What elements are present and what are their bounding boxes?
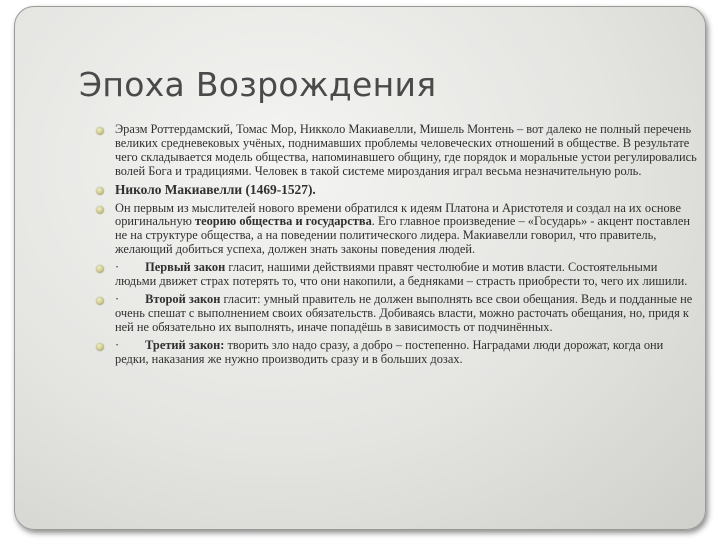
list-item xyxy=(93,339,697,367)
bullet-icon xyxy=(96,265,104,273)
item-bold-text: теорию общества и государства xyxy=(195,214,372,229)
item-mark: · xyxy=(115,291,120,306)
bullet-icon xyxy=(96,343,104,351)
slide-title: Эпоха Возрождения xyxy=(79,65,437,104)
bullet-icon xyxy=(96,297,104,305)
list-item xyxy=(93,123,697,179)
bullet-list xyxy=(93,123,697,371)
item-text: гласит, нашими действиями правят честолюбие и мотив власти. Состоятельными людьми движет страх потерять то, что они накопили, а бедняками – страсть приобрести то, чего их лишили. xyxy=(115,260,688,289)
item-heading: Николо Макиавелли (1469-1527). xyxy=(115,181,316,197)
list-item xyxy=(93,261,697,289)
bullet-icon xyxy=(96,206,104,214)
list-item xyxy=(93,183,697,198)
list-item xyxy=(93,202,697,258)
slide xyxy=(14,6,706,530)
list-item xyxy=(93,293,697,335)
bullet-icon xyxy=(96,127,104,135)
item-text: творить зло надо сразу, а добро – постепенно. Наградами люди дорожат, когда они редки, наказания же нужно производить сразу и в больших дозах. xyxy=(115,337,664,366)
item-bold-text: Первый закон xyxy=(145,260,226,275)
item-bold-text: Второй закон xyxy=(145,291,221,306)
bullet-icon xyxy=(96,187,104,195)
item-mark: · xyxy=(115,337,120,352)
item-bold-text: Третий закон: xyxy=(145,337,225,352)
item-text: . Его главное произведение – «Государь» - акцент поставлен не на структуре общества, а на поведении политического лидера. Макиавелли говорил, что правитель, желающий добиться успеха, должен знать законы поведения людей. xyxy=(115,214,690,257)
item-text: Эразм Роттердамский, Томас Мор, Никколо Макиавелли, Мишель Монтень – вот далеко не полный перечень великих средневековых учёных, поднимавших проблемы человеческих отношений в обществе. В результате чего складывается модель общества, напоминавшего общину, где порядок и моральные устои регулировались волей Бога и традициями. Человек в такой системе мироздания играл весьма незначительную роль. xyxy=(115,122,697,178)
item-text: гласит: умный правитель не должен выполнять все свои обещания. Ведь и подданные не очень спешат с выполнением своих обязательств. Добиваясь власти, можно расточать обещания, но, придя к ней не обязательно их выполнять, иначе попадёшь в зависимость от подчинённых. xyxy=(115,291,693,334)
item-mark: · xyxy=(115,260,120,275)
item-text: Он первым из мыслителей нового времени обратился к идеям Платона и Аристотеля и создал на их основе оригинальную xyxy=(115,200,681,229)
